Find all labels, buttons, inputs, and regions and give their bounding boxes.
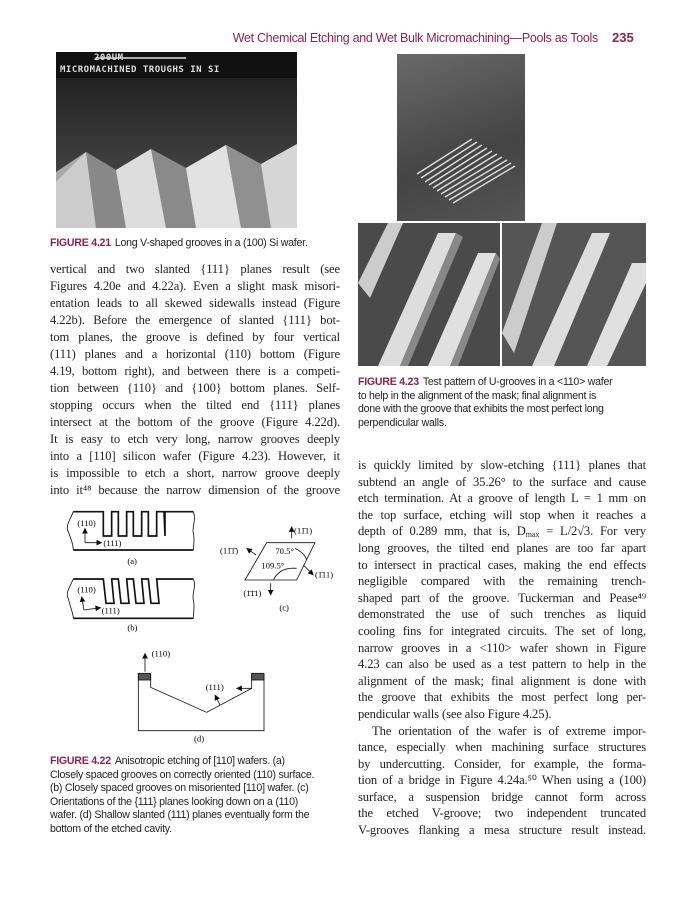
page-number: 235: [612, 30, 634, 45]
text-line: Figures 4.20e and 4.22a). Even a slight mask misori-: [50, 279, 340, 293]
text-line: 4.19, bottom right), and between there is a competi-: [50, 364, 340, 378]
label-c-left: (11̄1̄): [220, 545, 239, 556]
caption-line: Test pattern of U-grooves in a <110> wafer: [422, 376, 613, 388]
label-b-111: (111): [101, 605, 120, 616]
text-line: entation leads to all skewed sidewalls instead (Figure: [50, 296, 340, 310]
caption-line: Anisotropic etching of [110] wafers. (a): [114, 755, 285, 767]
caption-line: done with the groove that exhibits the most perfect long: [358, 403, 604, 416]
label-c: (c): [279, 602, 289, 613]
figure-4-22-diagram: [40, 500, 350, 750]
right-column-text: [358, 457, 646, 839]
subscript: max: [525, 530, 540, 540]
text-line: the groove that exhibits the most perfect long per-: [358, 690, 646, 705]
label-a-110: (110): [77, 518, 96, 528]
text-line: pendicular walls (see also Figure 4.25).: [358, 706, 552, 721]
caption-line: perpendicular walls.: [358, 416, 447, 429]
text-line: negligible compared with the remaining trench-: [358, 574, 646, 589]
text-line: It is easy to etch very long, narrow grooves deeply: [50, 432, 340, 446]
running-title: Wet Chemical Etching and Wet Bulk Micromachining—Pools as Tools: [232, 31, 598, 45]
photo-label: MICROMACHINED TROUGHS IN SI: [60, 65, 220, 75]
figure-4-21-photo: [56, 52, 297, 228]
text-line: to intersect in practical cases, making the end effects: [358, 557, 646, 572]
label-c-top: (11̄1): [294, 525, 313, 536]
text-line: the top surface, etching will stop when it reaches a: [358, 507, 646, 522]
label-angle-70: 70.5°: [275, 546, 294, 556]
text-line: vertical and two slanted {111} planes result (see: [50, 262, 340, 276]
label-c-bottom: (1̄1̄1): [243, 588, 262, 598]
groove-closeup-image: [502, 223, 646, 366]
text-line: 4.23 can also be used as a test pattern to help in the: [358, 657, 646, 672]
label-d: (d): [194, 733, 205, 744]
text-line: by undercutting. Consider, for example, the forma-: [358, 756, 646, 771]
caption-line: wafer. (d) Shallow slanted (111) planes eventually form the: [50, 809, 310, 822]
figure-number: FIGURE 4.23: [358, 376, 419, 388]
text-line: 4.22b). Before the emergence of slanted {111} bot-: [50, 313, 340, 327]
text-line: demonstrated the use of such trenches as liquid: [358, 607, 646, 622]
text-line: tance, especially when machining surface structures: [358, 740, 646, 755]
text-line: etch termination. At a groove of length L = 1 mm on: [358, 491, 646, 506]
figure-4-21-caption: [50, 237, 350, 251]
text-segment: depth of 0.289 mm, that is, D: [358, 524, 526, 539]
text-line: The orientation of the wafer is of extreme impor-: [372, 723, 646, 738]
figure-4-23-photo-overview: [397, 54, 525, 221]
panel-a: [67, 512, 194, 550]
groove-array-image: [397, 54, 525, 221]
text-line: cooling fins for integrated circuits. The set of long,: [358, 623, 646, 638]
text-line: into it⁴⁸ because the narrow dimension of the groove: [50, 483, 340, 497]
label-b-110: (110): [77, 584, 96, 595]
caption-line: Orientations of the {111} planes looking down on a (110): [50, 795, 299, 808]
scale-bar-label: 200UM: [94, 53, 124, 63]
text-line: intersect at the bottom of the groove (Figure 4.22d).: [50, 415, 340, 429]
caption-line: bottom of the etched cavity.: [50, 822, 172, 835]
figure-4-23-photo-right: [502, 223, 646, 366]
text-line: surface, a suspension bridge cannot form across: [358, 789, 646, 804]
text-line: stopping occurs when the tilted end {111} planes: [50, 398, 340, 412]
caption-text: Long V-shaped grooves in a (100) Si wafer.: [114, 237, 308, 249]
text-line: narrow grooves in a <110> wafer shown in Figure: [358, 640, 646, 655]
caption-line: to help in the alignment of the mask; final alignment is: [358, 389, 597, 402]
text-line: alignment of the mask; final alignment is done with: [358, 673, 646, 688]
text-line: is quickly limited by slow-etching {111} planes that: [358, 458, 646, 472]
figure-number: FIGURE 4.22: [50, 755, 111, 767]
text-line: into a [110] silicon wafer (Figure 4.23). However, it: [50, 449, 340, 463]
text-line: shaped part of the groove. Tuckerman and Pease⁴⁹: [358, 590, 646, 605]
label-a: (a): [127, 556, 137, 566]
caption-line: (b) Closely spaced grooves on misoriented [110] wafer. (c): [50, 782, 309, 795]
text-line: tom planes, the groove is defined by four vertical: [50, 330, 340, 344]
left-column-text: [50, 261, 340, 499]
label-b: (b): [127, 622, 138, 633]
text-line: the etched V-groove; two independent truncated: [358, 806, 646, 821]
figure-4-23-caption: [358, 376, 653, 430]
text-line-dmax: [358, 523, 646, 540]
label-a-111: (111): [103, 538, 122, 548]
label-angle-109: 109.5°: [261, 560, 285, 571]
label-d-111: (111): [205, 682, 224, 692]
label-d-110: (110): [151, 648, 171, 659]
v-grooves-image: [56, 52, 297, 228]
label-c-right: (1̄11): [315, 569, 334, 580]
text-line: tion between {110} and {100} bottom planes. Self-: [50, 381, 340, 395]
figure-number: FIGURE 4.21: [50, 237, 111, 249]
panel-d: [138, 653, 264, 730]
text-line: long grooves, the tilted end planes are too far apart: [358, 540, 646, 555]
text-line: (111) planes and a horizontal (110) bottom (Figure: [50, 347, 340, 361]
text-segment: = L/2√3. For very: [539, 524, 646, 539]
text-line: V-grooves flanking a mesa structure result instead.: [358, 823, 646, 838]
figure-4-23-photo-left: [358, 223, 500, 366]
text-line: subtend an angle of 35.26° to the surface and cause: [358, 474, 646, 489]
figure-4-22-caption: [50, 755, 352, 837]
text-line: tion of a bridge in Figure 4.24a.⁵⁰ When using a (100): [358, 773, 646, 788]
text-line: is impossible to etch a short, narrow groove deeply: [50, 466, 340, 480]
groove-closeup-image: [358, 223, 500, 366]
caption-line: Closely spaced grooves on correctly oriented (110) surface.: [50, 768, 315, 781]
